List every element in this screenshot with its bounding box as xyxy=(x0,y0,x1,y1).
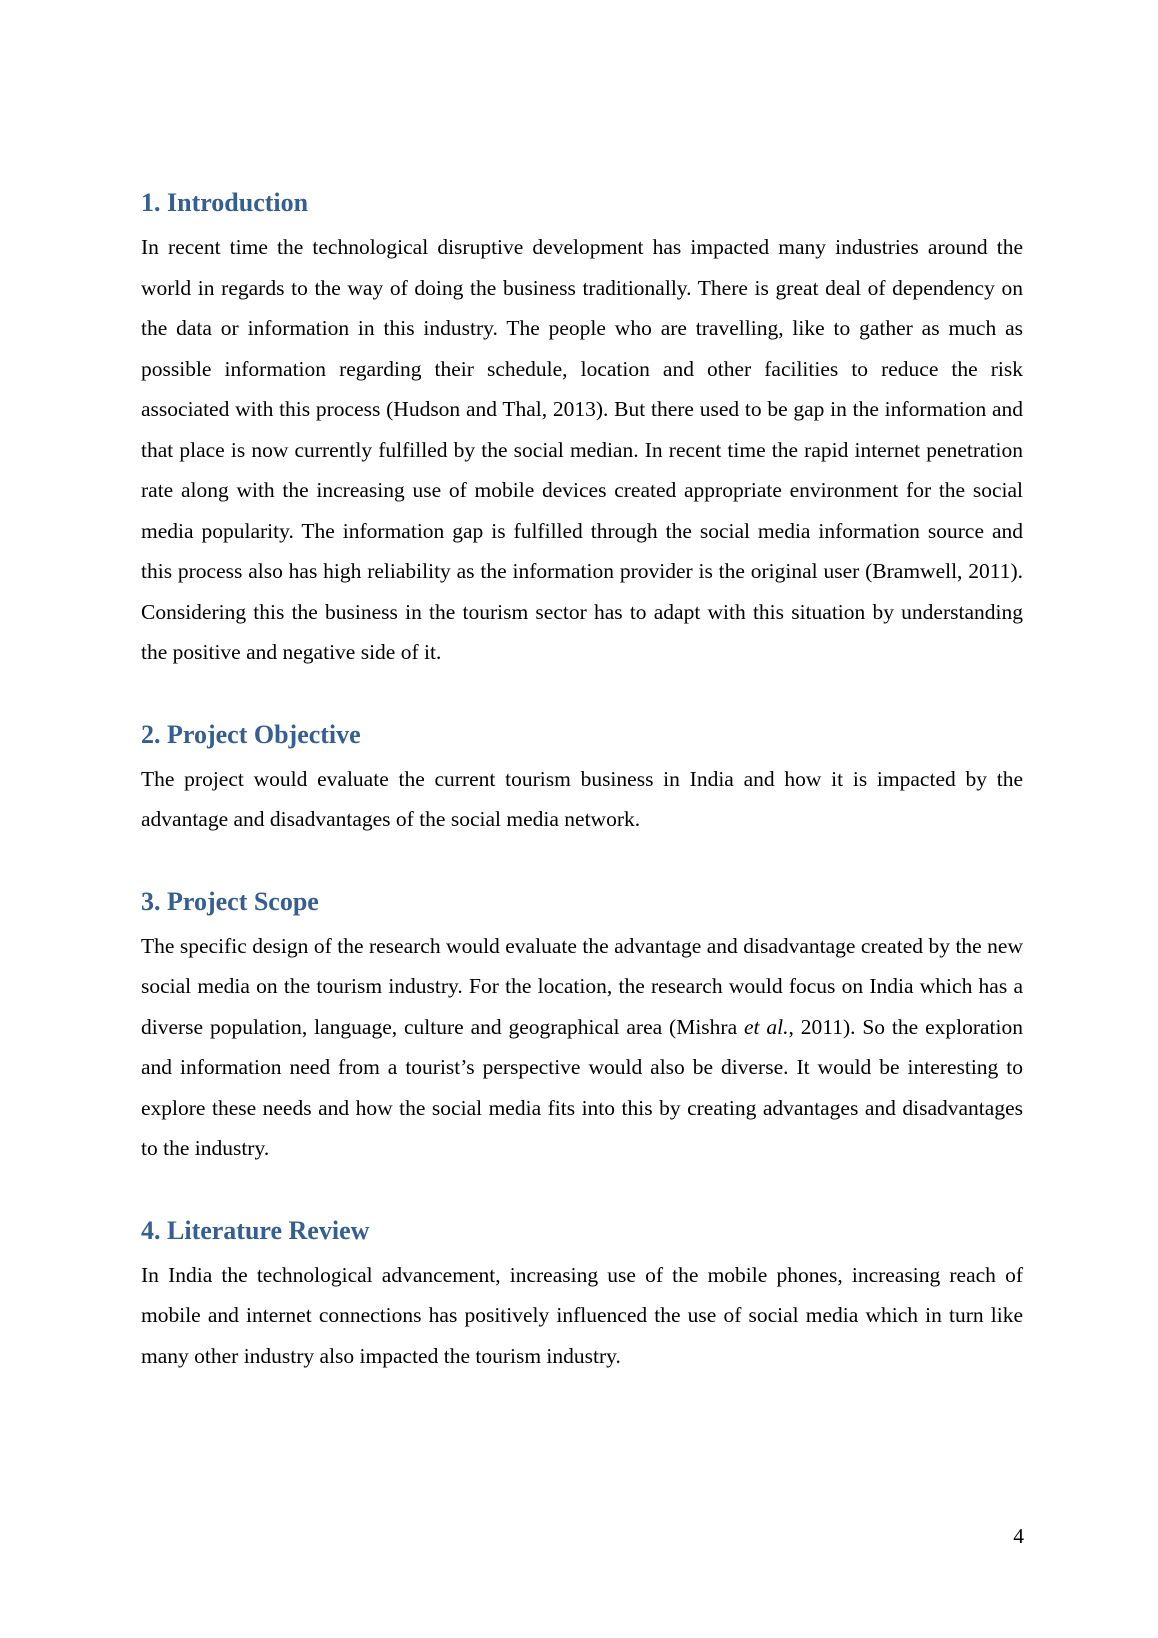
section-body xyxy=(141,926,1023,1169)
section-heading: 4. Literature Review xyxy=(141,1215,370,1245)
section-body xyxy=(141,227,1023,673)
citation-et-al: et al. xyxy=(744,1014,789,1039)
section-project-objective xyxy=(141,717,1023,840)
document-page xyxy=(141,185,1023,1376)
section-heading: 3. Project Scope xyxy=(141,886,319,916)
section-project-scope xyxy=(141,884,1023,1169)
section-body xyxy=(141,759,1023,840)
body-text: In recent time the technological disruptive development has impacted many industries around the world in regards to the way of doing the business traditionally. There is great deal of dependency on the data or information in this industry. The people who are travelling, like to gather as much as possible information regarding their schedule, location and other facilities to reduce the risk associated with this process (Hudson and Thal, 2013). But there used to be gap in the information and that place is now currently fulfilled by the social median. In recent time the rapid internet penetration rate along with the increasing use of mobile devices created appropriate environment for the social media popularity. The information gap is fulfilled through the social media information source and this process also has high reliability as the information provider is the original user (Bramwell, 2011). Considering this the business in the tourism sector has to adapt with this situation by understanding the positive and negative side of it. xyxy=(141,235,1023,664)
page-number: 4 xyxy=(1013,1524,1024,1548)
body-text: The specific design of the research would evaluate the advantage and disadvantage created by the new social media on the tourism industry. For the location, the research would focus on India which has a diverse population, language, culture and geographical area (Mishra xyxy=(141,933,1023,1039)
body-text: The project would evaluate the current tourism business in India and how it is impacted by the advantage and disadvantages of the social media network. xyxy=(141,766,1023,831)
section-spacer xyxy=(141,1169,1023,1213)
section-spacer xyxy=(141,673,1023,717)
section-body xyxy=(141,1255,1023,1377)
section-literature-review xyxy=(141,1213,1023,1377)
section-spacer xyxy=(141,840,1023,884)
section-introduction xyxy=(141,185,1023,673)
section-heading: 1. Introduction xyxy=(141,188,309,217)
body-text: , 2011). So the exploration and information need from a tourist’s perspective would also be diverse. It would be interesting to explore these needs and how the social media fits into this by creating advantages and disadvantages to the industry. xyxy=(141,1014,1023,1160)
body-text: In India the technological advancement, increasing use of the mobile phones, increasing reach of mobile and internet connections has positively influenced the use of social media which in turn like many other industry also impacted the tourism industry. xyxy=(141,1262,1023,1368)
section-heading: 2. Project Objective xyxy=(141,719,361,749)
